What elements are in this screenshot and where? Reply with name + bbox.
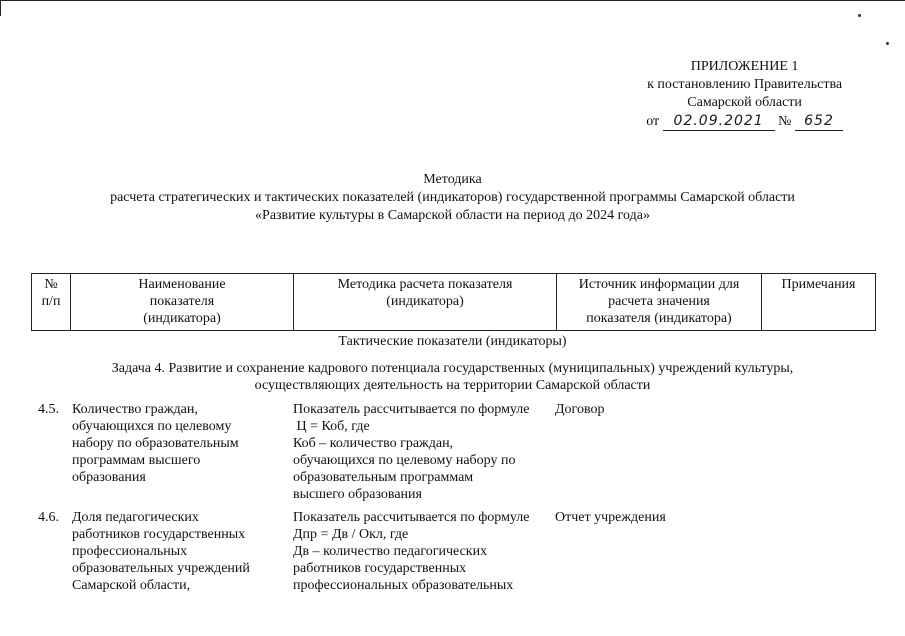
scan-border-top: [0, 0, 905, 1]
header-col-name: Наименование показателя (индикатора): [71, 274, 294, 331]
row-indicator-name: Доля педагогических работников государственных профессиональных образовательных учреждений Самарской области,: [72, 510, 250, 593]
row-method: Показатель рассчитывается по формуле Ц = Коб, где Коб – количество граждан, обучающихся по целевому набору по образовательным программам высшего образования: [293, 402, 530, 502]
appendix-line1: к постановлению Правительства: [647, 77, 843, 92]
appendix-block: [646, 58, 843, 131]
appendix-date-line: [646, 112, 843, 131]
task-heading: [0, 360, 905, 394]
document-title: [0, 171, 905, 225]
scan-border-left: [0, 0, 1, 16]
scan-speck: [886, 42, 889, 45]
handwritten-number: 652: [795, 112, 843, 131]
number-prefix: №: [778, 114, 792, 129]
header-col-method: Методика расчета показателя (индикатора): [294, 274, 557, 331]
row-number: 4.5.: [38, 402, 59, 417]
table-header: [31, 273, 876, 331]
row-source: Отчет учреждения: [555, 510, 666, 525]
title-line1: Методика: [423, 172, 482, 187]
appendix-line2: Самарской области: [687, 95, 802, 110]
task-line2: осуществляющих деятельность на территории Самарской области: [254, 378, 651, 393]
header-col-number: № п/п: [32, 274, 71, 331]
title-line2: расчета стратегических и тактических показателей (индикаторов) государственной программы Самарской области: [110, 190, 795, 205]
row-method: Показатель рассчитывается по формуле Дпр = Дв / Окл, где Дв – количество педагогических работников государственных профессиональных образовательных: [293, 510, 530, 593]
section-title: Тактические показатели (индикаторы): [338, 334, 567, 349]
scan-speck: [858, 14, 861, 17]
task-line1: Задача 4. Развитие и сохранение кадрового потенциала государственных (муниципальных) учреждений культуры,: [111, 361, 794, 376]
appendix-title: ПРИЛОЖЕНИЕ 1: [690, 59, 799, 74]
header-col-source: Источник информации для расчета значения показателя (индикатора): [557, 274, 762, 331]
row-indicator-name: Количество граждан, обучающихся по целевому набору по образовательным программам высшего образования: [72, 402, 239, 485]
row-number: 4.6.: [38, 510, 59, 525]
date-prefix: от: [646, 114, 660, 129]
row-source: Договор: [555, 402, 605, 417]
handwritten-date: 02.09.2021: [663, 112, 775, 131]
title-line3: «Развитие культуры в Самарской области на период до 2024 года»: [255, 208, 650, 223]
header-col-notes: Примечания: [762, 274, 876, 331]
